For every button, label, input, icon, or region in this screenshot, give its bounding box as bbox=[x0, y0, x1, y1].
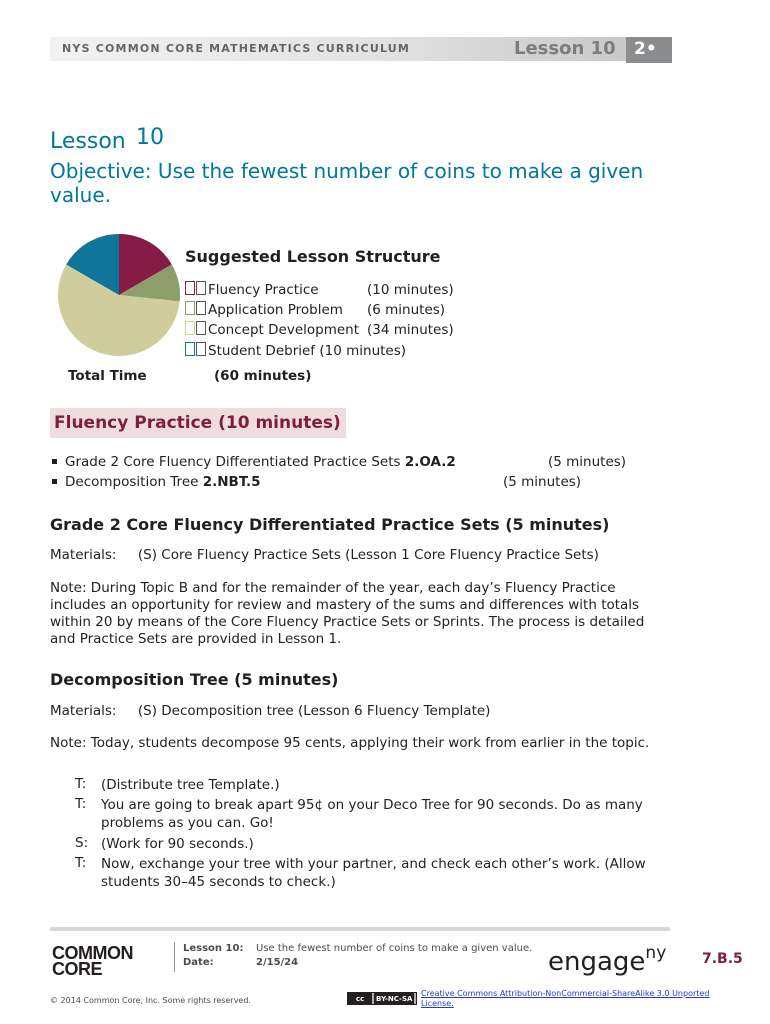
structure-item-minutes: (10 minutes) bbox=[367, 282, 454, 298]
footer-lesson-label: Lesson 10: bbox=[183, 943, 244, 954]
cc-icon: cc bbox=[348, 993, 372, 1004]
dialogue-text: (Work for 90 seconds.) bbox=[101, 836, 254, 852]
lesson-structure-heading: Suggested Lesson Structure bbox=[185, 247, 441, 266]
structure-item-minutes: (10 minutes) bbox=[319, 343, 407, 359]
checkbox-icon bbox=[196, 301, 206, 315]
application-color-square-icon bbox=[185, 301, 195, 315]
checkbox-icon bbox=[196, 281, 206, 295]
curriculum-title: NYS COMMON CORE MATHEMATICS CURRICULUM bbox=[62, 42, 411, 55]
dialogue-text: (Distribute tree Template.) bbox=[101, 777, 280, 793]
bullet-minutes: (5 minutes) bbox=[503, 474, 582, 490]
copyright: © 2014 Common Core, Inc. Some rights reserved. bbox=[50, 996, 251, 1005]
structure-item-label: Application Problem bbox=[208, 302, 343, 318]
bullet-standard: 2.NBT.5 bbox=[202, 474, 261, 490]
footer-divider bbox=[174, 942, 175, 972]
license-link[interactable]: Creative Commons Attribution-NonCommercial-ShareAlike 3.0 Unported License. bbox=[421, 989, 710, 1008]
bullet-text: Decomposition Tree bbox=[65, 474, 203, 490]
common-core-logo bbox=[52, 945, 133, 977]
structure-item-fluency bbox=[185, 280, 319, 300]
badge-text: BY-NC-SA bbox=[376, 994, 413, 1003]
decomposition-tree-heading: Decomposition Tree (5 minutes) bbox=[50, 670, 339, 689]
footer-lesson-value: Use the fewest number of coins to make a given value. bbox=[256, 943, 533, 954]
bullet-icon bbox=[52, 479, 57, 484]
engage-text: engage bbox=[548, 947, 646, 977]
structure-item-debrief bbox=[185, 341, 406, 361]
logo-line: CORE bbox=[52, 959, 103, 979]
practice-sets-materials: Materials: (S) Core Fluency Practice Sets (Lesson 1 Core Fluency Practice Sets) bbox=[50, 547, 599, 563]
header-lesson: Lesson 10 bbox=[514, 38, 616, 59]
structure-item-label: Student Debrief bbox=[208, 343, 316, 359]
engageny-logo bbox=[548, 943, 666, 977]
structure-item-label: Fluency Practice bbox=[208, 282, 319, 298]
decomposition-tree-materials: Materials: (S) Decomposition tree (Lesson 6 Fluency Template) bbox=[50, 703, 491, 719]
checkbox-icon bbox=[196, 321, 206, 335]
structure-item-concept bbox=[185, 320, 359, 340]
dialogue-text: You are going to break apart 95¢ on your Deco Tree for 90 seconds. Do as many problems as you can. Go! bbox=[101, 797, 643, 831]
logo-line: COMMON bbox=[52, 943, 133, 963]
bullet-minutes: (5 minutes) bbox=[548, 454, 627, 470]
dialogue-text: Now, exchange your tree with your partner, and check each other’s work. (Allow students 30–45 seconds to check.) bbox=[101, 856, 646, 890]
structure-item-minutes: (6 minutes) bbox=[367, 302, 446, 318]
speaker-label: T: bbox=[75, 776, 87, 792]
footer-rule bbox=[50, 927, 670, 931]
lesson-number: 10 bbox=[136, 125, 164, 150]
structure-item-minutes: (34 minutes) bbox=[367, 322, 454, 338]
total-time-value: (60 minutes) bbox=[214, 368, 312, 384]
concept-color-square-icon bbox=[185, 321, 195, 335]
speaker-label: T: bbox=[75, 796, 87, 812]
practice-sets-note: Note: During Topic B and for the remainder of the year, each day’s Fluency Practice includes an opportunity for review and mastery of the sums and differences with totals within 20 by means of the Core Fluency Practice Sets or Sprints. The process is detailed and Practice Sets are provided in Lesson 1. bbox=[50, 580, 645, 647]
cc-license-badge bbox=[347, 992, 417, 1005]
fluency-bullet bbox=[50, 474, 261, 490]
fluency-section-heading: Fluency Practice (10 minutes) bbox=[50, 408, 346, 438]
lesson-word: Lesson bbox=[50, 129, 126, 154]
objective: Objective: Use the fewest number of coins to make a given value. bbox=[50, 159, 644, 207]
fluency-bullet bbox=[50, 454, 456, 470]
decomposition-tree-note: Note: Today, students decompose 95 cents, applying their work from earlier in the topic. bbox=[50, 735, 650, 751]
structure-item-application bbox=[185, 300, 343, 320]
page-number: 7.B.5 bbox=[702, 951, 743, 967]
practice-sets-heading: Grade 2 Core Fluency Differentiated Practice Sets (5 minutes) bbox=[50, 515, 610, 534]
checkbox-icon bbox=[196, 342, 206, 356]
lesson-time-pie-chart bbox=[57, 233, 181, 357]
grade-badge: 2• bbox=[626, 37, 672, 63]
fluency-color-square-icon bbox=[185, 281, 195, 295]
speaker-label: S: bbox=[75, 835, 89, 851]
total-time-label: Total Time bbox=[68, 368, 147, 384]
footer-date-label: Date: bbox=[183, 957, 214, 968]
debrief-color-square-icon bbox=[185, 342, 195, 356]
bullet-text: Grade 2 Core Fluency Differentiated Practice Sets bbox=[65, 454, 405, 470]
speaker-label: T: bbox=[75, 855, 87, 871]
bullet-standard: 2.OA.2 bbox=[404, 454, 456, 470]
ny-text: ny bbox=[645, 943, 667, 963]
structure-item-label: Concept Development bbox=[208, 322, 360, 338]
bullet-icon bbox=[52, 459, 57, 464]
footer-date-value: 2/15/24 bbox=[256, 957, 299, 968]
